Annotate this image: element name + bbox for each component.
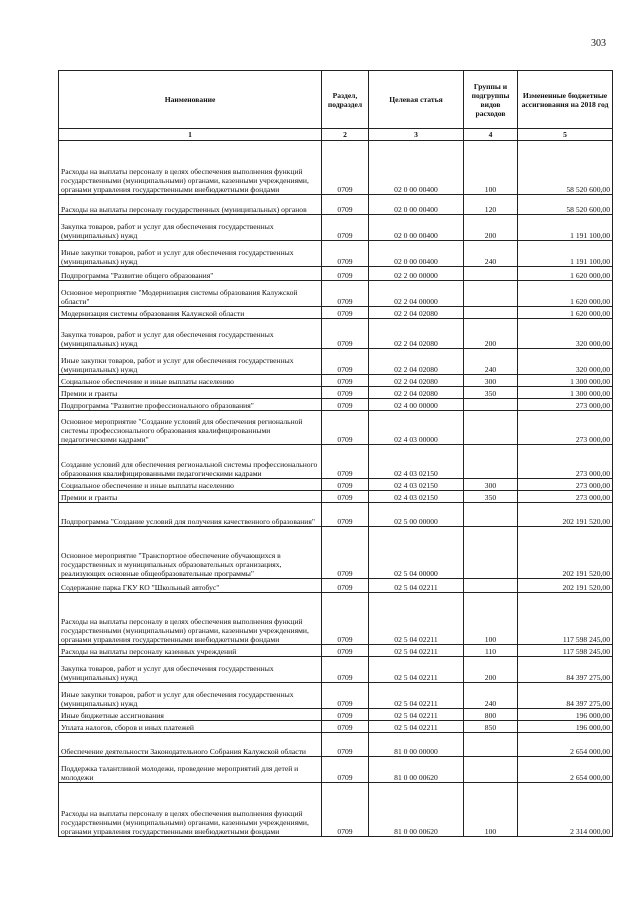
column-number: 1 (59, 129, 322, 141)
cell-name: Основное мероприятие "Транспортное обеспечение обучающихся в государственных и муниципальных образовательных организациях, реализующих основные общеобразовательные программы" (59, 527, 322, 579)
cell-section: 0709 (322, 195, 369, 215)
cell-amount: 84 397 275,00 (518, 657, 613, 683)
cell-amount: 1 191 100,00 (518, 241, 613, 267)
cell-group (464, 399, 518, 411)
cell-amount: 202 191 520,00 (518, 579, 613, 593)
cell-target: 02 5 04 02211 (369, 683, 464, 709)
cell-group: 100 (464, 783, 518, 837)
cell-group (464, 503, 518, 527)
cell-amount: 2 654 000,00 (518, 733, 613, 757)
cell-name: Премии и гранты (59, 491, 322, 503)
cell-name: Иные закупки товаров, работ и услуг для обеспечения государственных (муниципальных) нужд (59, 241, 322, 267)
column-number-row (59, 129, 613, 141)
cell-name: Закупка товаров, работ и услуг для обеспечения государственных (муниципальных) нужд (59, 657, 322, 683)
column-number: 2 (322, 129, 369, 141)
cell-group: 240 (464, 349, 518, 375)
cell-target: 02 2 00 00000 (369, 267, 464, 281)
table-row (59, 307, 613, 319)
table-row (59, 141, 613, 195)
cell-group: 300 (464, 375, 518, 387)
cell-section: 0709 (322, 215, 369, 241)
cell-target: 02 4 03 02150 (369, 479, 464, 491)
table-row (59, 319, 613, 349)
cell-section: 0709 (322, 783, 369, 837)
table-row (59, 783, 613, 837)
cell-section: 0709 (322, 579, 369, 593)
cell-section: 0709 (322, 141, 369, 195)
cell-target: 02 0 00 00400 (369, 141, 464, 195)
cell-name: Основное мероприятие "Создание условий для обеспечения региональной системы профессионального образования квалифицированными педагогическими кадрами" (59, 411, 322, 445)
cell-section: 0709 (322, 445, 369, 479)
cell-name: Создание условий для обеспечения региональной системы профессионального образования квалифицированными педагогическими кадрами (59, 445, 322, 479)
cell-section: 0709 (322, 319, 369, 349)
table-row (59, 491, 613, 503)
cell-amount: 273 000,00 (518, 479, 613, 491)
cell-section: 0709 (322, 657, 369, 683)
cell-target: 02 4 00 00000 (369, 399, 464, 411)
table-body (59, 141, 613, 837)
cell-section: 0709 (322, 281, 369, 307)
cell-name: Подпрограмма "Развитие профессионального образования" (59, 399, 322, 411)
cell-target: 02 2 04 02080 (369, 349, 464, 375)
cell-target: 02 4 03 02150 (369, 445, 464, 479)
cell-group: 200 (464, 215, 518, 241)
table-row (59, 387, 613, 399)
table-row (59, 757, 613, 783)
cell-section: 0709 (322, 399, 369, 411)
cell-section: 0709 (322, 645, 369, 657)
cell-section: 0709 (322, 757, 369, 783)
cell-name: Закупка товаров, работ и услуг для обеспечения государственных (муниципальных) нужд (59, 319, 322, 349)
cell-name: Премии и гранты (59, 387, 322, 399)
header-name: Наименование (59, 71, 322, 129)
cell-name: Уплата налогов, сборов и иных платежей (59, 721, 322, 733)
table-row (59, 733, 613, 757)
cell-target: 81 0 00 00000 (369, 733, 464, 757)
cell-section: 0709 (322, 709, 369, 721)
cell-target: 02 2 04 02080 (369, 387, 464, 399)
cell-name: Иные бюджетные ассигнования (59, 709, 322, 721)
cell-target: 02 0 00 00400 (369, 241, 464, 267)
table-row (59, 479, 613, 491)
cell-name: Закупка товаров, работ и услуг для обеспечения государственных (муниципальных) нужд (59, 215, 322, 241)
cell-amount: 1 620 000,00 (518, 307, 613, 319)
cell-group (464, 579, 518, 593)
column-number: 4 (464, 129, 518, 141)
table-row (59, 657, 613, 683)
cell-name: Расходы на выплаты персоналу в целях обеспечения выполнения функций государственными (муниципальными) органами, казенными учреждениями, органами управления государственными внебюджетными фондами (59, 593, 322, 645)
cell-section: 0709 (322, 593, 369, 645)
table-row (59, 503, 613, 527)
cell-amount: 1 191 100,00 (518, 215, 613, 241)
cell-name: Расходы на выплаты персоналу государственных (муниципальных) органов (59, 195, 322, 215)
cell-group (464, 445, 518, 479)
cell-group: 350 (464, 387, 518, 399)
cell-target: 81 0 00 00620 (369, 783, 464, 837)
cell-section: 0709 (322, 503, 369, 527)
table-row (59, 267, 613, 281)
cell-group: 300 (464, 479, 518, 491)
cell-name: Подпрограмма "Развитие общего образования" (59, 267, 322, 281)
table-header-row (59, 71, 613, 129)
cell-section: 0709 (322, 527, 369, 579)
header-section: Раздел, подраздел (322, 71, 369, 129)
cell-amount: 1 300 000,00 (518, 387, 613, 399)
table-row (59, 241, 613, 267)
cell-name: Расходы на выплаты персоналу казенных учреждений (59, 645, 322, 657)
cell-target: 02 0 00 00400 (369, 195, 464, 215)
table-row (59, 579, 613, 593)
cell-section: 0709 (322, 375, 369, 387)
cell-amount: 202 191 520,00 (518, 503, 613, 527)
budget-table (58, 70, 613, 837)
cell-group: 240 (464, 241, 518, 267)
cell-name: Содержание парка ГКУ КО "Школьный автобус" (59, 579, 322, 593)
cell-section: 0709 (322, 241, 369, 267)
cell-group (464, 267, 518, 281)
cell-amount: 117 598 245,00 (518, 645, 613, 657)
cell-group (464, 307, 518, 319)
cell-amount: 196 000,00 (518, 709, 613, 721)
cell-name: Иные закупки товаров, работ и услуг для обеспечения государственных (муниципальных) нужд (59, 349, 322, 375)
cell-group (464, 281, 518, 307)
cell-name: Основное мероприятие "Модернизация системы образования Калужской области" (59, 281, 322, 307)
cell-group: 800 (464, 709, 518, 721)
cell-group: 200 (464, 319, 518, 349)
cell-target: 02 5 04 02211 (369, 645, 464, 657)
cell-amount: 1 300 000,00 (518, 375, 613, 387)
cell-section: 0709 (322, 411, 369, 445)
cell-group: 100 (464, 593, 518, 645)
cell-amount: 58 520 600,00 (518, 141, 613, 195)
cell-target: 02 5 04 02211 (369, 579, 464, 593)
table-row (59, 445, 613, 479)
cell-amount: 202 191 520,00 (518, 527, 613, 579)
cell-name: Иные закупки товаров, работ и услуг для обеспечения государственных (муниципальных) нужд (59, 683, 322, 709)
table-row (59, 683, 613, 709)
cell-amount: 84 397 275,00 (518, 683, 613, 709)
cell-group: 350 (464, 491, 518, 503)
table-row (59, 349, 613, 375)
cell-target: 02 5 04 02211 (369, 721, 464, 733)
cell-amount: 1 620 000,00 (518, 267, 613, 281)
cell-amount: 117 598 245,00 (518, 593, 613, 645)
table-row (59, 709, 613, 721)
column-number: 5 (518, 129, 613, 141)
cell-section: 0709 (322, 733, 369, 757)
cell-group (464, 527, 518, 579)
table-row (59, 411, 613, 445)
cell-target: 02 2 04 02080 (369, 307, 464, 319)
cell-section: 0709 (322, 307, 369, 319)
table-row (59, 593, 613, 645)
header-target: Целевая статья (369, 71, 464, 129)
cell-amount: 320 000,00 (518, 319, 613, 349)
cell-target: 02 5 04 02211 (369, 657, 464, 683)
table-row (59, 195, 613, 215)
cell-section: 0709 (322, 349, 369, 375)
header-groups: Группы и подгруппы видов расходов (464, 71, 518, 129)
cell-amount: 2 314 000,00 (518, 783, 613, 837)
cell-section: 0709 (322, 491, 369, 503)
cell-group (464, 411, 518, 445)
cell-target: 02 5 00 00000 (369, 503, 464, 527)
cell-name: Социальное обеспечение и иные выплаты населению (59, 479, 322, 491)
cell-amount: 273 000,00 (518, 399, 613, 411)
table-row (59, 645, 613, 657)
cell-amount: 2 654 000,00 (518, 757, 613, 783)
column-number: 3 (369, 129, 464, 141)
cell-section: 0709 (322, 387, 369, 399)
cell-target: 81 0 00 00620 (369, 757, 464, 783)
cell-section: 0709 (322, 683, 369, 709)
table-row (59, 215, 613, 241)
table-row (59, 399, 613, 411)
cell-target: 02 2 04 02080 (369, 319, 464, 349)
cell-name: Обеспечение деятельности Законодательного Собрания Калужской области (59, 733, 322, 757)
cell-target: 02 4 03 00000 (369, 411, 464, 445)
cell-target: 02 5 04 02211 (369, 593, 464, 645)
cell-name: Расходы на выплаты персоналу в целях обеспечения выполнения функций государственными (муниципальными) органами, казенными учреждениями, органами управления государственными внебюджетными фондами (59, 783, 322, 837)
cell-target: 02 5 04 00000 (369, 527, 464, 579)
cell-amount: 273 000,00 (518, 491, 613, 503)
cell-target: 02 0 00 00400 (369, 215, 464, 241)
cell-amount: 273 000,00 (518, 411, 613, 445)
cell-name: Подпрограмма "Создание условий для получения качественного образования" (59, 503, 322, 527)
cell-amount: 273 000,00 (518, 445, 613, 479)
cell-section: 0709 (322, 479, 369, 491)
cell-name: Расходы на выплаты персоналу в целях обеспечения выполнения функций государственными (муниципальными) органами, казенными учреждениями, органами управления государственными внебюджетными фондами (59, 141, 322, 195)
cell-amount: 196 000,00 (518, 721, 613, 733)
cell-target: 02 2 04 00000 (369, 281, 464, 307)
cell-name: Поддержка талантливой молодежи, проведение мероприятий для детей и молодежи (59, 757, 322, 783)
cell-name: Модернизация системы образования Калужской области (59, 307, 322, 319)
cell-amount: 1 620 000,00 (518, 281, 613, 307)
page-number: 303 (591, 38, 606, 49)
header-amount: Измененные бюджетные ассигнования на 2018 год (518, 71, 613, 129)
cell-group: 110 (464, 645, 518, 657)
cell-group: 100 (464, 141, 518, 195)
cell-target: 02 4 03 02150 (369, 491, 464, 503)
cell-target: 02 5 04 02211 (369, 709, 464, 721)
cell-amount: 320 000,00 (518, 349, 613, 375)
cell-amount: 58 520 600,00 (518, 195, 613, 215)
table-row (59, 721, 613, 733)
cell-group: 850 (464, 721, 518, 733)
cell-group: 120 (464, 195, 518, 215)
cell-name: Социальное обеспечение и иные выплаты населению (59, 375, 322, 387)
cell-section: 0709 (322, 721, 369, 733)
cell-section: 0709 (322, 267, 369, 281)
cell-group (464, 733, 518, 757)
cell-target: 02 2 04 02080 (369, 375, 464, 387)
table-row (59, 375, 613, 387)
cell-group: 200 (464, 657, 518, 683)
cell-group (464, 757, 518, 783)
table-row (59, 281, 613, 307)
table-row (59, 527, 613, 579)
cell-group: 240 (464, 683, 518, 709)
